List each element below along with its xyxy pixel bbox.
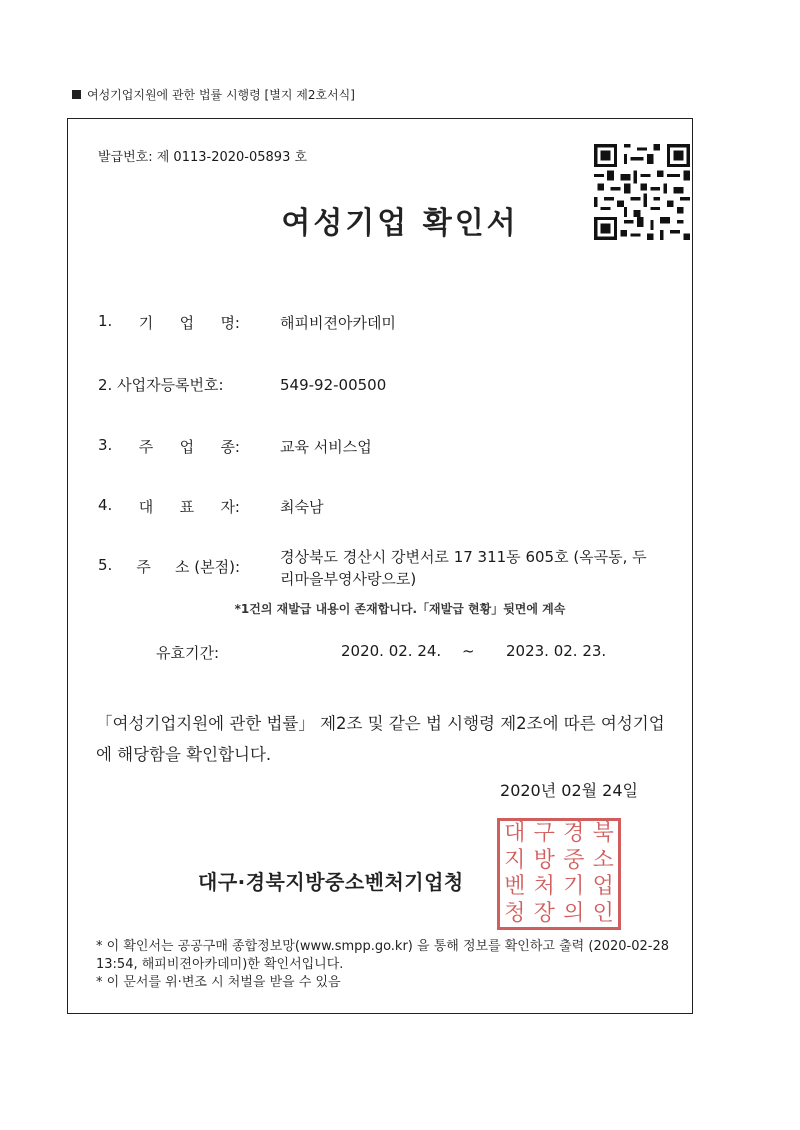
official-seal-stamp: 대 구 경 북 지 방 중 소 벤 처 기 업 청 장 의 인 — [497, 818, 621, 930]
field-business-type — [98, 436, 680, 458]
validity-start: 2020. 02. 24. — [341, 642, 442, 660]
validity-end: 2023. 02. 23. — [506, 642, 607, 660]
issue-number: 발급번호: 제 0113-2020-05893 호 — [98, 150, 308, 165]
business-number-value: 549-92-00500 — [280, 376, 387, 394]
confirmation-text: 「여성기업지원에 관한 법률」 제2조 및 같은 법 시행령 제2조에 따른 여성기업에 해당함을 확인합니다. — [96, 714, 665, 764]
business-type-value: 교육 서비스업 — [280, 438, 372, 456]
validity-separator: ~ — [462, 642, 475, 660]
form-reference-text: 여성기업지원에 관한 법률 시행령 [별지 제2호서식] — [87, 88, 355, 102]
form-reference — [72, 86, 355, 103]
reissue-notice: *1건의 재발급 내용이 존재합니다.「재발급 현황」뒷면에 계속 — [234, 602, 566, 616]
footnotes — [96, 938, 676, 992]
footnote: * 이 문서를 위·변조 시 처벌을 받을 수 있음 — [96, 975, 341, 990]
field-company-name — [98, 312, 680, 334]
field-label: 1. 기 업 명: — [98, 312, 240, 332]
field-representative — [98, 496, 680, 518]
address-value: 경상북도 경산시 강변서로 17 311동 605호 (옥곡동, 두리마을부영사랑으로) — [280, 548, 647, 588]
field-label: 2. 사업자등록번호: — [98, 376, 224, 394]
square-bullet-icon — [72, 90, 81, 99]
field-address — [98, 546, 660, 590]
field-label: 4. 대 표 자: — [98, 496, 240, 516]
field-label: 5. 주 소 (본점): — [98, 556, 240, 576]
company-name-value: 해피비젼아카데미 — [280, 314, 396, 332]
representative-value: 최숙남 — [280, 498, 324, 516]
validity-label: 유효기간: — [156, 644, 220, 662]
issue-date: 2020년 02월 24일 — [500, 781, 638, 800]
issuer-name: 대구·경북지방중소벤처기업청 — [198, 870, 464, 894]
field-label: 3. 주 업 종: — [98, 436, 240, 456]
footnote: * 이 확인서는 공공구매 종합정보망(www.smpp.go.kr) 을 통해 정보를 확인하고 출력 (2020-02-28 13:54, 해피비젼아카데미)한 확인서입니다. — [96, 939, 669, 972]
document-title: 여성기업 확인서 — [281, 206, 519, 241]
field-business-number — [98, 374, 680, 396]
